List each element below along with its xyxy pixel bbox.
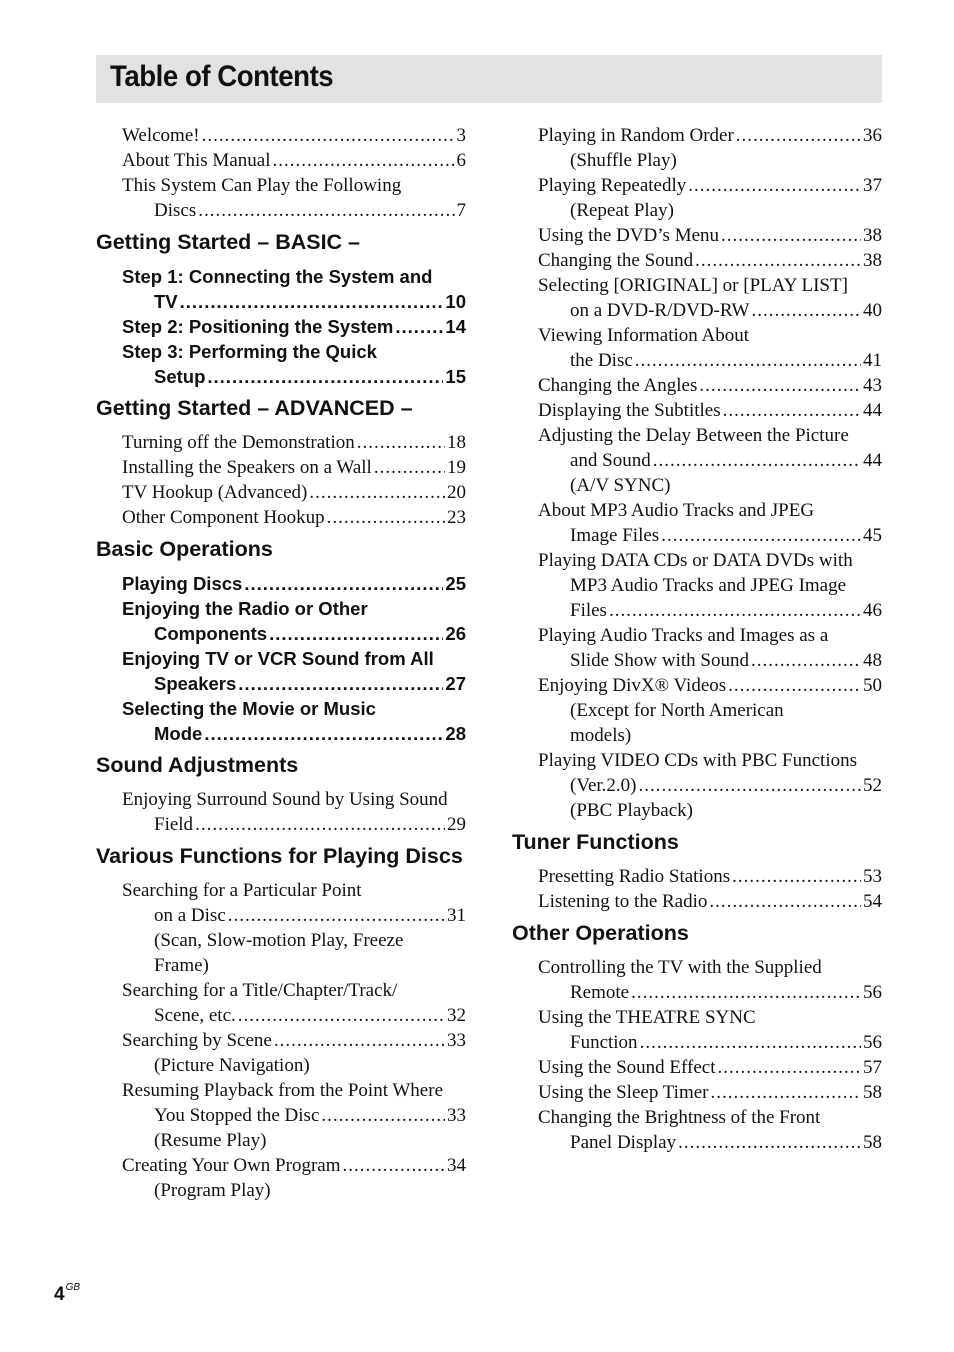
- toc-entry-line: [122, 671, 466, 696]
- toc-page-number: 26: [445, 623, 466, 644]
- toc-entry[interactable]: [538, 1105, 882, 1155]
- toc-entry-text: Step 1: Connecting the System and: [122, 266, 433, 287]
- toc-entry-line: [122, 364, 466, 389]
- toc-section: [96, 536, 466, 746]
- toc-entry-line: [538, 573, 882, 598]
- toc-entry[interactable]: [538, 955, 882, 1005]
- toc-entry-note-text: (PBC Playback): [570, 800, 693, 821]
- leader-dots: [678, 1130, 861, 1155]
- toc-entry-text: Controlling the TV with the Supplied: [538, 957, 822, 978]
- leader-dots: [327, 505, 445, 530]
- toc-entry-line: [538, 248, 882, 273]
- toc-entry-line: [122, 289, 466, 314]
- leader-dots: [732, 864, 861, 889]
- toc-entry-text: Function: [570, 1032, 638, 1053]
- leader-dots: [195, 812, 445, 837]
- leader-dots: [204, 721, 443, 746]
- toc-entry-line: [538, 223, 882, 248]
- toc-entry-line: [538, 773, 882, 798]
- toc-entry-line: [538, 373, 882, 398]
- toc-entry[interactable]: [538, 323, 882, 373]
- toc-entry-line: [122, 596, 466, 621]
- toc-entry-text: Listening to the Radio: [538, 891, 708, 912]
- page-number-suffix: GB: [65, 1282, 81, 1293]
- toc-entry-note: [538, 198, 882, 223]
- toc-entry-line: [122, 646, 466, 671]
- toc-page-number: 33: [447, 1030, 466, 1051]
- leader-dots: [728, 673, 861, 698]
- toc-entry[interactable]: [538, 423, 882, 498]
- toc-entry[interactable]: [122, 264, 466, 314]
- toc-entry-line: [122, 198, 466, 223]
- toc-entry[interactable]: [538, 498, 882, 548]
- toc-entry-note: [122, 953, 466, 978]
- toc-entry-text: Searching by Scene: [122, 1030, 272, 1051]
- toc-column-left: [96, 123, 466, 1207]
- toc-entry-note-text: (Shuffle Play): [570, 150, 677, 171]
- section-heading: Getting Started – ADVANCED –: [96, 396, 413, 420]
- toc-section: [512, 829, 882, 914]
- leader-dots: [640, 1030, 861, 1055]
- toc-page-number: 43: [863, 375, 882, 396]
- toc-entry[interactable]: [538, 173, 882, 223]
- toc-entry-text: Speakers: [154, 673, 237, 694]
- toc-page-number: 19: [447, 457, 466, 478]
- page-title: Table of Contents: [110, 60, 334, 93]
- toc-entry-text: Enjoying DivX® Videos: [538, 675, 727, 696]
- toc-entry-note: [538, 698, 882, 723]
- toc-entry[interactable]: [538, 673, 882, 748]
- leader-dots: [269, 621, 443, 646]
- toc-entry-line: [538, 889, 882, 914]
- leader-dots: [395, 314, 443, 339]
- toc-entry[interactable]: [538, 864, 882, 889]
- leader-dots: [609, 598, 861, 623]
- toc-page-number: 40: [863, 300, 882, 321]
- toc-entry-line: [538, 448, 882, 473]
- toc-entry-text: Mode: [154, 723, 203, 744]
- toc-entry[interactable]: [538, 123, 882, 173]
- toc-entry-note-text: (Repeat Play): [570, 200, 674, 221]
- leader-dots: [274, 1028, 445, 1053]
- toc-entry[interactable]: [538, 889, 882, 914]
- toc-entry-line: [122, 878, 466, 903]
- leader-dots: [688, 173, 861, 198]
- leader-dots: [751, 298, 861, 323]
- leader-dots: [723, 398, 861, 423]
- toc-entry[interactable]: [538, 623, 882, 673]
- toc-page-number: 14: [445, 316, 466, 337]
- toc-entry-note: [538, 723, 882, 748]
- toc-entry-text: Using the Sound Effect: [538, 1057, 716, 1078]
- toc-page-number: 3: [456, 125, 466, 146]
- toc-entry-line: [122, 1003, 466, 1028]
- toc-entry[interactable]: [122, 480, 466, 505]
- toc-page-number: 56: [863, 982, 882, 1003]
- leader-dots: [699, 373, 861, 398]
- toc-entry-line: [538, 980, 882, 1005]
- toc-entry-text: Discs: [154, 200, 197, 221]
- leader-dots: [238, 1003, 445, 1028]
- toc-page-number: 23: [447, 507, 466, 528]
- toc-entry-text: Files: [570, 600, 607, 621]
- toc-entry-text: Changing the Sound: [538, 250, 694, 271]
- toc-entry-text: Remote: [570, 982, 630, 1003]
- toc-entry-text: Step 3: Performing the Quick: [122, 341, 377, 362]
- toc-entry[interactable]: [122, 173, 466, 223]
- toc-entry-note-text: Frame): [154, 955, 209, 976]
- page-number-value: 4: [54, 1284, 65, 1305]
- toc-entry[interactable]: [122, 787, 466, 837]
- toc-page-number: 32: [447, 1005, 466, 1026]
- toc-entry-line: [122, 978, 466, 1003]
- toc-entry-text: Adjusting the Delay Between the Picture: [538, 425, 849, 446]
- toc-entry[interactable]: [122, 430, 466, 455]
- toc-entry-text: Displaying the Subtitles: [538, 400, 721, 421]
- toc-page-number: 48: [863, 650, 882, 671]
- toc-entry-note: [538, 798, 882, 823]
- toc-entry[interactable]: [538, 373, 882, 398]
- toc-entry[interactable]: [122, 339, 466, 389]
- toc-page-number: 58: [863, 1082, 882, 1103]
- leader-dots: [228, 903, 445, 928]
- toc-entry-text: Playing Repeatedly: [538, 175, 687, 196]
- toc-entry-text: Creating Your Own Program: [122, 1155, 341, 1176]
- toc-entry-text: Installing the Speakers on a Wall: [122, 457, 372, 478]
- toc-entry-note-text: (Scan, Slow-motion Play, Freeze: [154, 930, 404, 951]
- toc-entry[interactable]: [122, 505, 466, 530]
- toc-section: [96, 395, 466, 530]
- toc-entry-text: Welcome!: [122, 125, 200, 146]
- toc-entry[interactable]: [122, 646, 466, 696]
- section-heading: Other Operations: [512, 921, 689, 945]
- section-heading: Basic Operations: [96, 537, 273, 561]
- toc-entry-note-text: (A/V SYNC): [570, 475, 671, 496]
- toc-page-number: 38: [863, 225, 882, 246]
- toc-entry-line: [122, 721, 466, 746]
- toc-entry-line: [538, 1105, 882, 1130]
- toc-entry-line: [122, 1103, 466, 1128]
- toc-entry-line: [538, 748, 882, 773]
- toc-page-number: 45: [863, 525, 882, 546]
- toc-entry-text: on a Disc: [154, 905, 226, 926]
- toc-entry-text: Selecting [ORIGINAL] or [PLAY LIST]: [538, 275, 848, 296]
- toc-page-number: 44: [863, 400, 882, 421]
- toc-entry[interactable]: [122, 1028, 466, 1078]
- toc-entry[interactable]: [122, 878, 466, 978]
- toc-entry[interactable]: [122, 571, 466, 596]
- toc-entry-line: [538, 648, 882, 673]
- toc-page-number: 18: [447, 432, 466, 453]
- toc-entry-text: Components: [154, 623, 268, 644]
- leader-dots: [309, 480, 445, 505]
- leader-dots: [207, 364, 443, 389]
- toc-entry[interactable]: [538, 248, 882, 273]
- toc-entry-line: [538, 598, 882, 623]
- toc-entry-line: [538, 1055, 882, 1080]
- toc-entry[interactable]: [122, 1153, 466, 1203]
- toc-entry-line: [538, 498, 882, 523]
- toc-page-number: 34: [447, 1155, 466, 1176]
- toc-page-number: 44: [863, 450, 882, 471]
- toc-entry-note-text: models): [570, 725, 632, 746]
- toc-entry-note-text: (Picture Navigation): [154, 1055, 310, 1076]
- toc-entry-line: [538, 548, 882, 573]
- toc-entry-text: the Disc: [570, 350, 633, 371]
- toc-entry-text: Playing in Random Order: [538, 125, 734, 146]
- toc-entry-line: [538, 173, 882, 198]
- toc-entry-text: Step 2: Positioning the System: [122, 316, 394, 337]
- toc-entry-line: [122, 1078, 466, 1103]
- section-heading: Tuner Functions: [512, 830, 679, 854]
- toc-entry-line: [122, 1028, 466, 1053]
- toc-entry-text: Playing DATA CDs or DATA DVDs with: [538, 550, 853, 571]
- toc-entry-text: Enjoying the Radio or Other: [122, 598, 368, 619]
- toc-entry-note: [538, 148, 882, 173]
- toc-entry-note-text: (Program Play): [154, 1180, 271, 1201]
- toc-entry-text: TV Hookup (Advanced): [122, 482, 308, 503]
- toc-entry-line: [538, 623, 882, 648]
- toc-entry-line: [122, 314, 466, 339]
- toc-entry[interactable]: [122, 978, 466, 1028]
- toc-entry-text: Enjoying Surround Sound by Using Sound: [122, 789, 448, 810]
- leader-dots: [635, 348, 861, 373]
- leader-dots: [653, 448, 861, 473]
- toc-entry-line: [538, 423, 882, 448]
- toc-entry-text: Setup: [154, 366, 206, 387]
- toc-section: [512, 123, 882, 823]
- toc-section: [512, 920, 882, 1155]
- toc-entry-text: Image Files: [570, 525, 660, 546]
- toc-entry-line: [122, 1153, 466, 1178]
- leader-dots: [631, 980, 861, 1005]
- toc-entry-text: Field: [154, 814, 194, 835]
- toc-entry[interactable]: [538, 273, 882, 323]
- toc-page-number: 53: [863, 866, 882, 887]
- toc-entry-text: MP3 Audio Tracks and JPEG Image: [570, 575, 847, 596]
- toc-entry-line: [538, 864, 882, 889]
- toc-entry-text: Viewing Information About: [538, 325, 749, 346]
- toc-entry-note: [122, 1178, 466, 1203]
- toc-page-number: 46: [863, 600, 882, 621]
- toc-entry-line: [538, 273, 882, 298]
- toc-entry-line: [122, 455, 466, 480]
- toc-entry-line: [538, 1030, 882, 1055]
- toc-entry-text: Enjoying TV or VCR Sound from All: [122, 648, 434, 669]
- leader-dots: [202, 123, 455, 148]
- toc-page-number: 37: [863, 175, 882, 196]
- leader-dots: [736, 123, 861, 148]
- toc-entry[interactable]: [538, 548, 882, 623]
- toc-entry-line: [538, 348, 882, 373]
- toc-column-right: [512, 123, 882, 1159]
- toc-entry[interactable]: [538, 1080, 882, 1105]
- toc-entry-text: Playing Discs: [122, 573, 243, 594]
- leader-dots: [321, 1103, 445, 1128]
- toc-entry-text: Playing Audio Tracks and Images as a: [538, 625, 829, 646]
- leader-dots: [695, 248, 861, 273]
- toc-entry-text: You Stopped the Disc: [154, 1105, 320, 1126]
- toc-entry-text: Slide Show with Sound: [570, 650, 749, 671]
- toc-page-number: 36: [863, 125, 882, 146]
- toc-page-number: 58: [863, 1132, 882, 1153]
- toc-entry[interactable]: [538, 1005, 882, 1055]
- toc-page-number: 56: [863, 1032, 882, 1053]
- toc-entry-line: [122, 787, 466, 812]
- toc-entry-text: Using the THEATRE SYNC: [538, 1007, 756, 1028]
- section-heading: Getting Started – BASIC –: [96, 230, 361, 254]
- toc-page-number: 33: [447, 1105, 466, 1126]
- toc-entry[interactable]: [122, 455, 466, 480]
- leader-dots: [198, 198, 454, 223]
- toc-entry-note: [122, 1053, 466, 1078]
- toc-entry[interactable]: [122, 1078, 466, 1153]
- leader-dots: [751, 648, 861, 673]
- leader-dots: [180, 289, 444, 314]
- toc-entry-text: TV: [154, 291, 178, 312]
- toc-entry-text: Changing the Brightness of the Front: [538, 1107, 821, 1128]
- toc-entry-line: [122, 480, 466, 505]
- toc-entry-line: [122, 505, 466, 530]
- leader-dots: [661, 523, 861, 548]
- toc-page-number: 41: [863, 350, 882, 371]
- toc-entry-line: [538, 955, 882, 980]
- leader-dots: [244, 571, 443, 596]
- toc-entry-text: Resuming Playback from the Point Where: [122, 1080, 444, 1101]
- leader-dots: [357, 430, 445, 455]
- toc-section: [96, 123, 466, 223]
- toc-entry-text: Other Component Hookup: [122, 507, 325, 528]
- toc-page-number: 7: [456, 200, 466, 221]
- toc-page-number: 52: [863, 775, 882, 796]
- toc-entry-text: About This Manual: [122, 150, 271, 171]
- leader-dots: [710, 1080, 861, 1105]
- toc-entry-text: Presetting Radio Stations: [538, 866, 731, 887]
- toc-entry-text: on a DVD-R/DVD-RW: [570, 300, 750, 321]
- toc-page-number: 27: [445, 673, 466, 694]
- toc-entry-text: and Sound: [570, 450, 651, 471]
- toc-page-number: 29: [447, 814, 466, 835]
- toc-entry[interactable]: [122, 696, 466, 746]
- toc-section: [96, 229, 466, 389]
- toc-entry[interactable]: [538, 398, 882, 423]
- toc-entry-line: [538, 323, 882, 348]
- toc-entry-text: Changing the Angles: [538, 375, 698, 396]
- leader-dots: [238, 671, 443, 696]
- toc-entry-text: Scene, etc.: [154, 1005, 236, 1026]
- toc-entry-note-text: (Resume Play): [154, 1130, 267, 1151]
- toc-page-number: 10: [445, 291, 466, 312]
- toc-entry-line: [122, 812, 466, 837]
- leader-dots: [638, 773, 861, 798]
- leader-dots: [343, 1153, 446, 1178]
- toc-section: [96, 752, 466, 837]
- toc-entry-text: This System Can Play the Following: [122, 175, 402, 196]
- toc-entry-note-text: (Except for North American: [570, 700, 784, 721]
- toc-entry-line: [122, 173, 466, 198]
- section-heading: Various Functions for Playing Discs: [96, 844, 463, 868]
- section-heading: Sound Adjustments: [96, 753, 299, 777]
- toc-entry-text: Using the Sleep Timer: [538, 1082, 709, 1103]
- toc-entry-line: [538, 1005, 882, 1030]
- toc-entry-line: [122, 621, 466, 646]
- toc-page-number: 31: [447, 905, 466, 926]
- toc-page-number: 57: [863, 1057, 882, 1078]
- toc-page-number: 20: [447, 482, 466, 503]
- toc-entry-text: Selecting the Movie or Music: [122, 698, 376, 719]
- toc-entry-note: [122, 928, 466, 953]
- toc-entry-line: [538, 123, 882, 148]
- toc-entry[interactable]: [122, 148, 466, 173]
- leader-dots: [272, 148, 454, 173]
- toc-entry-line: [538, 1080, 882, 1105]
- leader-dots: [709, 889, 861, 914]
- toc-page-number: 50: [863, 675, 882, 696]
- toc-entry[interactable]: [538, 1055, 882, 1080]
- toc-page-number: 15: [445, 366, 466, 387]
- toc-entry-line: [538, 398, 882, 423]
- toc-entry-line: [122, 264, 466, 289]
- toc-entry-text: Searching for a Title/Chapter/Track/: [122, 980, 398, 1001]
- toc-entry-line: [122, 123, 466, 148]
- toc-entry-text: About MP3 Audio Tracks and JPEG: [538, 500, 815, 521]
- leader-dots: [718, 1055, 862, 1080]
- toc-entry[interactable]: [122, 596, 466, 646]
- toc-entry-line: [538, 1130, 882, 1155]
- toc-entry-line: [538, 298, 882, 323]
- toc-section: [96, 843, 466, 1203]
- toc-entry-text: (Ver.2.0): [570, 775, 637, 796]
- page-number: [54, 1284, 80, 1306]
- toc-entry-note: [538, 473, 882, 498]
- toc-page-number: 6: [456, 150, 466, 171]
- leader-dots: [374, 455, 445, 480]
- toc-entry[interactable]: [122, 123, 466, 148]
- toc-entry-text: Searching for a Particular Point: [122, 880, 362, 901]
- toc-page-number: 28: [445, 723, 466, 744]
- toc-page-number: 25: [445, 573, 466, 594]
- toc-entry-line: [122, 903, 466, 928]
- title-bar: [96, 55, 882, 103]
- toc-entry-text: Using the DVD’s Menu: [538, 225, 720, 246]
- toc-entry-text: Panel Display: [570, 1132, 677, 1153]
- toc-page-number: 38: [863, 250, 882, 271]
- toc-entry[interactable]: [538, 223, 882, 248]
- toc-entry-text: Playing VIDEO CDs with PBC Functions: [538, 750, 857, 771]
- leader-dots: [721, 223, 861, 248]
- toc-entry-line: [122, 696, 466, 721]
- toc-entry-note: [122, 1128, 466, 1153]
- toc-page-number: 54: [863, 891, 882, 912]
- toc-entry-line: [538, 523, 882, 548]
- toc-entry-line: [122, 430, 466, 455]
- toc-entry-line: [122, 571, 466, 596]
- toc-entry-line: [122, 148, 466, 173]
- toc-entry[interactable]: [122, 314, 466, 339]
- toc-entry[interactable]: [538, 748, 882, 823]
- toc-entry-text: Turning off the Demonstration: [122, 432, 355, 453]
- toc-entry-line: [538, 673, 882, 698]
- toc-entry-line: [122, 339, 466, 364]
